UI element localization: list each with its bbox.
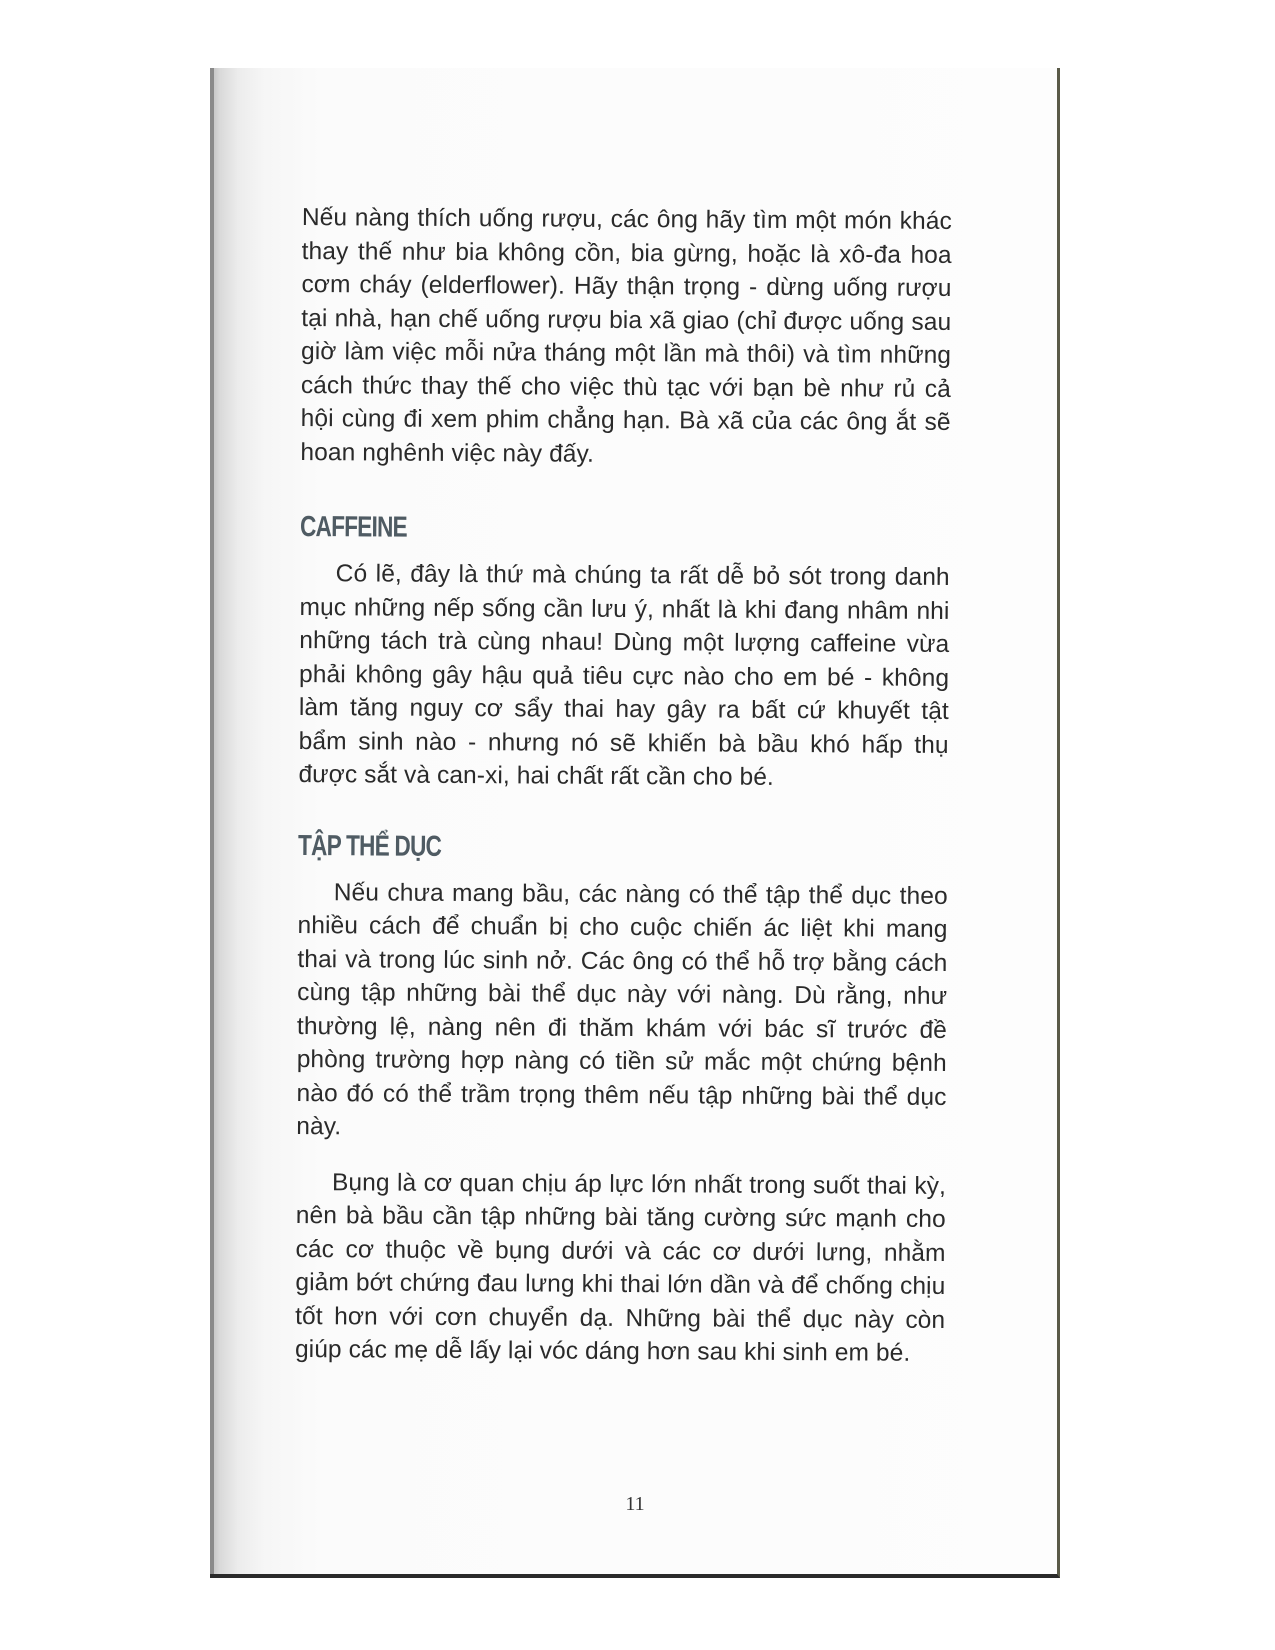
caffeine-heading: CAFFEINE bbox=[299, 510, 407, 544]
book-page bbox=[210, 68, 1060, 1578]
page-spine-shadow bbox=[210, 68, 214, 1574]
page-content bbox=[295, 201, 952, 1370]
exercise-paragraph-1: Nếu chưa mang bầu, các nàng có thể tập thể dục theo nhiều cách để chuẩn bị cho cuộc chiến ác liệt khi mang thai và trong lúc sinh nở. Các ông có thể hỗ trợ bằng cách cùng tập những bài thể dục này với nàng. Dù rằng, như thường lệ, nàng nên đi thăm khám với bác sĩ trước đề phòng trường hợp nàng có tiền sử mắc một chứng bệnh nào đó có thể trầm trọng thêm nếu tập những bài thể dục này. bbox=[296, 878, 948, 1141]
intro-paragraph: Nếu nàng thích uống rượu, các ông hãy tìm một món khác thay thế như bia không cồn, bia gừng, hoặc là xô-đa hoa cơm cháy (elderflower). Hãy thận trọng - dừng uống rượu tại nhà, hạn chế uống rượu bia xã giao (chỉ được uống sau giờ làm việc mỗi nửa tháng một lần mà thôi) và tìm những cách thức thay thế cho việc thù tạc với bạn bè như rủ cả hội cùng đi xem phim chẳng hạn. Bà xã của các ông ắt sẽ hoan nghênh việc này đấy. bbox=[300, 203, 952, 468]
exercise-heading: TẬP THỂ DỤC bbox=[297, 829, 442, 863]
caffeine-paragraph: Có lẽ, đây là thứ mà chúng ta rất dễ bỏ sót trong danh mục những nếp sống cần lưu ý, nhất là khi đang nhâm nhi những tách trà cùng nhau! Dùng một lượng caffeine vừa phải không gây hậu quả tiêu cực nào cho em bé - không làm tăng nguy cơ sẩy thai hay gây ra bất cứ khuyết tật bẩm sinh nào - nhưng nó sẽ khiến bà bầu khó hấp thụ được sắt và can-xi, hai chất rất cần cho bé. bbox=[298, 560, 950, 791]
page-number: 11 bbox=[625, 1493, 645, 1515]
exercise-paragraph-2: Bụng là cơ quan chịu áp lực lớn nhất trong suốt thai kỳ, nên bà bầu cần tập những bài tăng cường sức mạnh cho các cơ thuộc về bụng dưới và các cơ dưới lưng, nhằm giảm bớt chứng đau lưng khi thai lớn dần và để chống chịu tốt hơn với cơn chuyển dạ. Những bài thể dục này còn giúp các mẹ dễ lấy lại vóc dáng hơn sau khi sinh em bé. bbox=[294, 1168, 947, 1367]
